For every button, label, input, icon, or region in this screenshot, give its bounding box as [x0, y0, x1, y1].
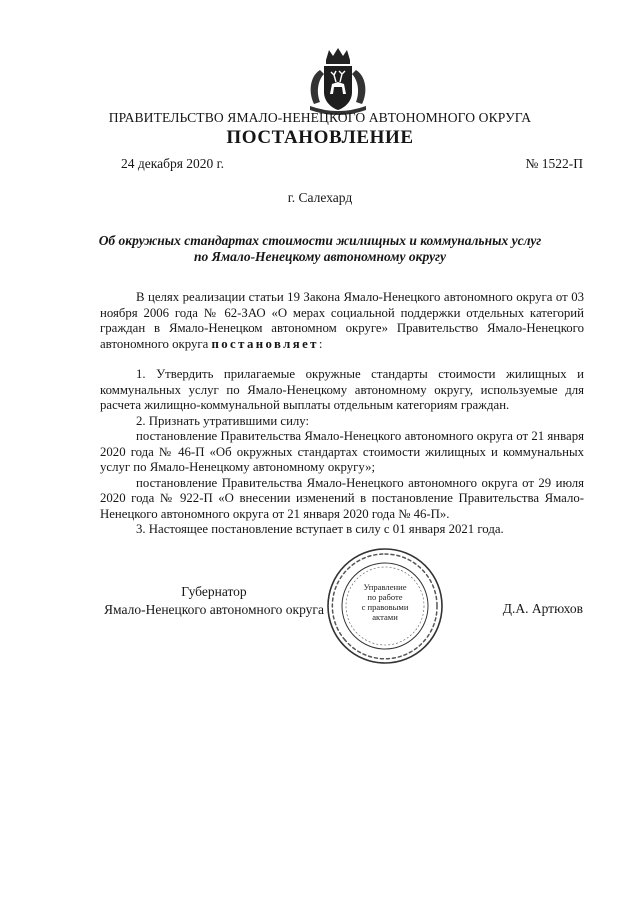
decree-punct: : [318, 336, 323, 351]
stamp-line-4: актами [372, 612, 398, 622]
signatory-name: Д.А. Артюхов [502, 601, 583, 616]
document-type-title: ПОСТАНОВЛЕНИЕ [226, 127, 414, 148]
subject-line-2: по Ямало-Ненецкому автономному округу [193, 249, 447, 264]
document-date: 24 декабря 2020 г. [121, 156, 225, 171]
document-city: г. Салехард [287, 190, 353, 205]
item-2a: постановление Правительства Ямало-Ненецкого автономного округа от 21 января 2020 года № 46-П «Об окружных стандартах стоимости жилищных и коммунальных услуг по Ямало-Ненецкому автономному округу»; [100, 429, 584, 474]
signatory-position [102, 583, 326, 619]
stamp-line-3: с правовыми [361, 602, 409, 612]
preamble-text: В целях реализации статьи 19 Закона Ямало-Ненецкого автономного округа от 03 ноября 2006 года № 62-ЗАО «О мерах социальной поддержки отдельных категорий граждан в Ямало-Ненецком автономном округе» Правительство Ямало-Ненецкого автономного округа [100, 290, 584, 351]
document-subject [0, 233, 640, 265]
position-line-1: Губернатор [181, 584, 247, 599]
official-stamp [325, 546, 445, 666]
item-2: 2. Признать утратившими силу: [136, 413, 310, 428]
document-number: № 1522-П [525, 156, 583, 171]
decree-word: постановляет [211, 336, 319, 351]
item-3: 3. Настоящее постановление вступает в силу с 01 января 2021 года. [136, 522, 504, 536]
preamble-paragraph [100, 290, 584, 352]
item-2b: постановление Правительства Ямало-Ненецкого автономного округа от 29 июля 2020 года № 922-П «О внесении изменений в постановление Правительства Ямало-Ненецкого автономного округа от 21 января 2020 года № 46-П». [100, 475, 584, 521]
subject-line-1: Об окружных стандартах стоимости жилищных и коммунальных услуг [98, 233, 542, 248]
item-1: 1. Утвердить прилагаемые окружные стандарты стоимости жилищных и коммунальных услуг по Ямало-Ненецкому автономному округу, используемые для расчета жилищно-коммунальной выплаты отдельным категориям граждан. [100, 367, 584, 412]
stamp-line-2: по работе [367, 592, 403, 602]
document-body [100, 290, 584, 538]
government-name: ПРАВИТЕЛЬСТВО ЯМАЛО-НЕНЕЦКОГО АВТОНОМНОГО ОКРУГА [108, 110, 532, 125]
coat-of-arms-emblem [296, 46, 380, 116]
position-line-2: Ямало-Ненецкого автономного округа [104, 602, 324, 617]
stamp-line-1: Управление [363, 582, 407, 592]
